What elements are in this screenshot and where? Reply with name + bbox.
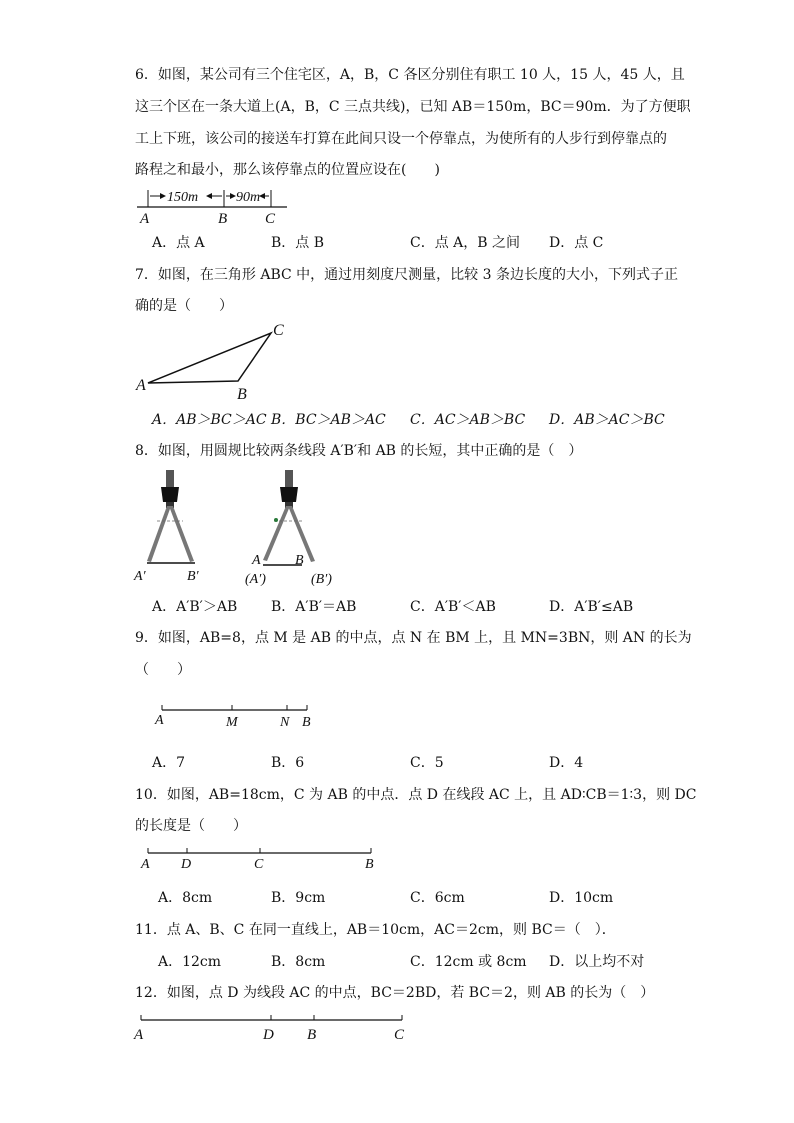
q7-option-d[interactable]: D．AB＞AC＞BC [549,412,665,428]
q7-option-a[interactable]: A．AB＞BC＞AC [152,412,267,428]
q7-option-b[interactable]: B．BC＞AB＞AC [271,412,386,428]
q9-line1: 9．如图，AB=8，点 M 是 AB 的中点，点 N 在 BM 上，且 MN=3BN，则 AN 的长为 [135,630,692,646]
q11-option-c[interactable]: C．12cm 或 8cm [410,954,527,970]
q7-line1: 7．如图，在三角形 ABC 中，通过用刻度尺测量，比较 3 条边长度的大小，下列式子正 [135,267,678,283]
q6-option-b[interactable]: B．点 B [271,235,325,251]
q11-line1: 11．点 A、B、C 在同一直线上，AB＝10cm，AC＝2cm，则 BC＝（ ）． [135,922,616,938]
q10-point-a: A [141,857,150,872]
q10-option-a[interactable]: A．8cm [158,890,213,906]
q10-option-b[interactable]: B．9cm [271,890,326,906]
q6-line4: 路程之和最小，那么该停靠点的位置应设在( ) [135,162,440,178]
q12-point-b: B [307,1027,317,1043]
q10-option-d[interactable]: D．10cm [549,890,614,906]
q6-label-bc: 90m [236,190,261,205]
q7-line2: 确的是（ ） [135,298,233,314]
q12-line1: 12．如图，点 D 为线段 AC 的中点，BC＝2BD，若 BC＝2，则 AB 的长为（ ） [135,985,655,1001]
q8-point-a2: (A′) [245,572,266,587]
q8-point-b2: (B′) [311,572,332,587]
q9-option-a[interactable]: A．7 [152,755,186,771]
q8-point-a: A [252,553,261,568]
q9-point-b: B [302,715,311,730]
q6-option-a[interactable]: A．点 A [152,235,205,251]
q6-line3: 工上下班，该公司的接送车打算在此间只设一个停靠点，为使所有的人步行到停靠点的 [135,131,667,147]
q8-option-c[interactable]: C．A′B′＜AB [410,599,496,615]
q6-option-d[interactable]: D．点 C [549,235,604,251]
q10-point-c: C [254,857,264,872]
q8-point-b1: B′ [187,569,199,584]
q10-line2: 的长度是（ ） [135,818,247,834]
q9-point-a: A [155,713,164,728]
q8-option-a[interactable]: A．A′B′＞AB [152,599,238,615]
q10-point-b: B [365,857,374,872]
q6-point-a: A [140,211,150,227]
q6-point-b: B [218,211,228,227]
q6-point-c: C [265,211,276,227]
q9-point-n: N [280,715,290,730]
q8-option-b[interactable]: B．A′B′＝AB [271,599,357,615]
q6-line1: 6．如图，某公司有三个住宅区，A，B，C 各区分别住有职工 10 人，15 人，45 人，且 [135,67,685,83]
q8-line1: 8．如图，用圆规比较两条线段 A′B′和 AB 的长短，其中正确的是（ ） [135,443,583,459]
q8-option-d[interactable]: D．A′B′≤AB [549,599,634,615]
q6-line2: 这三个区在一条大道上(A，B，C 三点共线)，已知 AB＝150m，BC＝90m．为了方便职 [135,99,691,115]
q12-point-d: D [263,1027,274,1043]
q7-option-c[interactable]: C．AC＞AB＞BC [410,412,526,428]
q11-option-a[interactable]: A．12cm [158,954,222,970]
q10-line1: 10．如图，AB=18cm，C 为 AB 的中点．点 D 在线段 AC 上，且 AD∶CB＝1∶3，则 DC [135,787,697,803]
q10-point-d: D [181,857,192,872]
q9-line2: （ ） [135,662,191,678]
q12-point-c: C [394,1027,405,1043]
q7-point-a: A [136,377,146,394]
q7-point-b: B [237,386,247,403]
q9-point-m: M [226,715,238,730]
q11-option-b[interactable]: B．8cm [271,954,326,970]
q9-option-c[interactable]: C．5 [410,755,444,771]
q8-point-b: B [295,553,304,568]
q12-point-a: A [134,1027,144,1043]
q9-option-b[interactable]: B．6 [271,755,305,771]
q9-option-d[interactable]: D．4 [549,755,584,771]
q8-point-a1: A′ [134,569,146,584]
q6-option-c[interactable]: C．点 A，B 之间 [410,235,521,251]
q11-option-d[interactable]: D．以上均不对 [549,954,645,970]
q6-label-ab: 150m [167,190,199,205]
q10-option-c[interactable]: C．6cm [410,890,465,906]
q7-point-c: C [273,322,284,339]
